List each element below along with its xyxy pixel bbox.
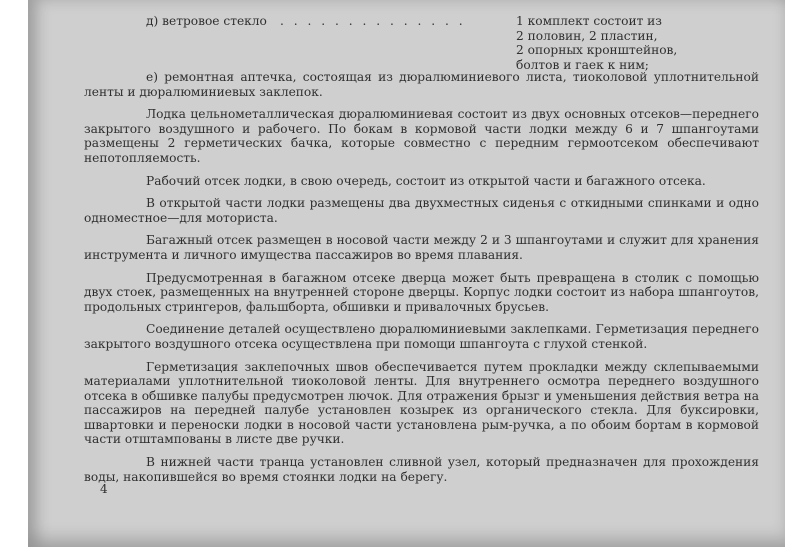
paragraph: Герметизация заклепочных швов обеспечивается путем прокладки между склепываемыми материалами уплотнительной тиоколовой ленты. Для внутреннего осмотра переднего воздушного отсека в обшивке палубы предусмотрен лючок. Для отражения брызг и уменьшения действия ветра на пассажиров на передней палубе установлен козырек из органического стекла. Для буксировки, швартовки и переноски лодки в носовой части установлена рым-ручка, а по обоим бортам в кормовой части отштампованы в листе две ручки. — [84, 359, 759, 447]
paragraph: В нижней части транца установлен сливной узел, который предназначен для прохождения воды, накопившейся во время стоянки лодки на берегу. — [84, 455, 759, 484]
item-d-line: 2 половин, 2 пластин, — [516, 28, 658, 43]
item-d-line: болтов и гаек к ним; — [516, 57, 649, 72]
paragraph: В открытой части лодки размещены два двухместных сиденья с откидными спинками и одно одноместное—для моториста. — [84, 196, 759, 225]
item-d-description — [516, 14, 677, 72]
item-e: е) ремонтная аптечка, состоящая из дюралюминиевого листа, тиоколовой уплотнительной ленты и дюралюминиевых заклепок. — [84, 70, 759, 99]
paragraph: Предусмотренная в багажном отсеке дверца может быть превращена в столик с помощью двух стоек, размещенных на внутренней стороне дверцы. Корпус лодки состоит из набора шпангоутов, продольных стрингеров, фальшборта, обшивки и привалочных брусьев. — [84, 270, 759, 314]
paragraph: Багажный отсек размещен в носовой части между 2 и 3 шпангоутами и служит для хранения инструмента и личного имущества пассажиров во время плавания. — [84, 233, 759, 262]
paragraph: Лодка цельнометаллическая дюралюминиевая состоит из двух основных отсеков—переднего закрытого воздушного и рабочего. По бокам в кормовой части лодки между 6 и 7 шпангоутами размещены 2 герметических бачка, которые совместно с передним гермоотсеком обеспечивают непотопляемость. — [84, 107, 759, 165]
paragraph: Рабочий отсек лодки, в свою очередь, состоит из открытой части и багажного отсека. — [146, 173, 706, 188]
page-text — [84, 8, 759, 492]
item-d-line: 1 комплект состоит из — [516, 14, 662, 28]
page-number: 4 — [100, 482, 108, 496]
item-d-line: 2 опорных кронштейнов, — [516, 43, 678, 58]
item-d-block — [84, 8, 759, 70]
leader-dots: . . . . . . . . . . . . . . — [280, 14, 466, 28]
paragraph: Соединение деталей осуществлено дюралюминиевыми заклепками. Герметизация переднего закрытого воздушного отсека осуществлена при помощи шпангоута с глухой стенкой. — [84, 322, 759, 351]
item-d-label: д) ветровое стекло — [146, 14, 267, 28]
document-page — [28, 0, 785, 547]
